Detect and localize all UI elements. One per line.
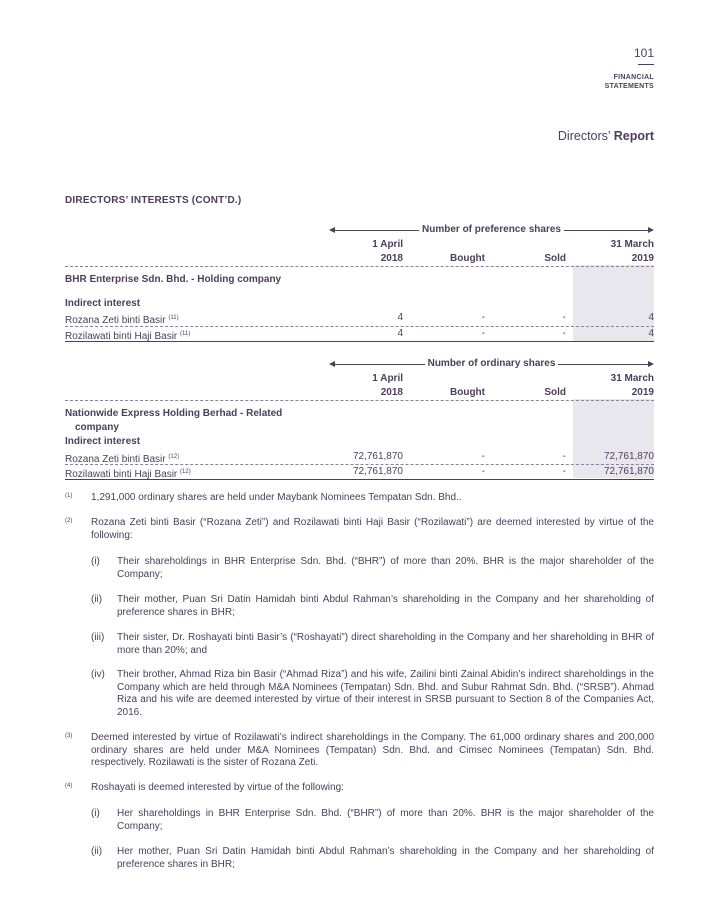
close-value: 4 <box>648 328 654 339</box>
col-close-line2: 2019 <box>631 387 654 398</box>
open-value: 4 <box>397 312 403 323</box>
group-header-label: Number of preference shares <box>419 224 564 235</box>
col-close-line2: 2019 <box>631 253 654 264</box>
close-value: 72,761,870 <box>603 466 654 477</box>
bought-value: - <box>481 328 485 339</box>
bought-value: - <box>481 312 485 323</box>
interest-type: Indirect interest <box>65 298 141 309</box>
col-bought: Bought <box>450 387 485 398</box>
col-sold: Sold <box>544 253 566 264</box>
footnote-ref: (11) <box>180 331 191 337</box>
col-close-line1: 31 March <box>610 239 654 250</box>
bought-value: - <box>481 451 485 462</box>
footnote-text: 1,291,000 ordinary shares are held under Maybank Nominees Tempatan Sdn. Bhd.. <box>91 492 462 503</box>
footnote-ref: (12) <box>168 454 180 460</box>
section-heading: DIRECTORS’ INTERESTS (CONT’D.) <box>65 195 242 206</box>
col-open-line2: 2018 <box>380 253 403 264</box>
header-divider <box>65 400 654 401</box>
footnote-mark: (1) <box>65 493 73 499</box>
sold-value: - <box>562 451 566 462</box>
page-number: 101 <box>633 46 654 60</box>
report-title-light: Directors’ <box>557 129 611 143</box>
footnote-text: Roshayati is deemed interested by virtue of the following: <box>91 782 344 793</box>
ordinary-shares-group-header <box>329 358 654 370</box>
col-open-line2: 2018 <box>380 387 403 398</box>
row-divider <box>65 464 654 465</box>
ordinary-shares-table <box>65 356 654 482</box>
close-value: 4 <box>648 312 654 323</box>
section-label <box>605 73 654 91</box>
footnote-mark: (3) <box>65 733 73 739</box>
bought-value: - <box>481 466 485 477</box>
interest-type: Indirect interest <box>65 436 141 447</box>
footnote-mark: (2) <box>65 518 73 524</box>
list-item-numeral: (i) <box>91 556 100 567</box>
row-divider <box>65 326 654 327</box>
sold-value: - <box>562 328 566 339</box>
page-number-rule <box>638 64 654 65</box>
footnote-ref: (12) <box>180 469 191 475</box>
director-name: Rozilawati binti Haji Basir <box>65 469 178 480</box>
company-name: BHR Enterprise Sdn. Bhd. - Holding company <box>65 274 282 285</box>
list-item-numeral: (ii) <box>91 846 103 857</box>
director-name: Rozana Zeti binti Basir <box>65 315 166 326</box>
open-value: 4 <box>397 328 403 339</box>
footnote-text: Rozana Zeti binti Basir (“Rozana Zeti”) and Rozilawati binti Haji Basir (“Rozilawati”) are deemed interested by virtue of the following: <box>91 517 654 541</box>
report-title <box>558 129 654 143</box>
list-item-numeral: (ii) <box>91 594 103 605</box>
table-bottom-rule <box>65 341 654 342</box>
list-item-text: Their sister, Dr. Roshayati binti Basir’s (“Roshayati”) direct shareholding in the Company and her shareholding in BHR of more than 20%; and <box>117 632 654 656</box>
open-value: 72,761,870 <box>352 466 403 477</box>
footnote-mark: (4) <box>65 783 73 789</box>
section-label-line1: FINANCIAL <box>613 74 654 81</box>
col-open-line1: 1 April <box>372 373 403 384</box>
sold-value: - <box>562 466 566 477</box>
list-item-text: Their brother, Ahmad Riza bin Basir (“Ahmad Riza”) and his wife, Zailini binti Zainal Abidin’s indirect shareholdings in the Company which are held through M&A Nominees (Tempatan) Sdn. Bhd. and Subur Rahmat Sdn. Bhd. (“SRSB”). Ahmad Riza and his wife are deemed interested by virtue of their interest in SRSB pursuant to Section 8 of the Companies Act, 2016. <box>117 669 654 718</box>
open-value: 72,761,870 <box>352 451 403 462</box>
preference-shares-group-header <box>329 224 654 236</box>
list-item-numeral: (i) <box>91 808 100 819</box>
list-item-numeral: (iv) <box>91 669 105 680</box>
list-item-text: Her mother, Puan Sri Datin Hamidah binti Abdul Rahman’s shareholding in the Company and her shareholding of preference shares in BHR; <box>117 846 654 870</box>
col-close-line1: 31 March <box>610 373 654 384</box>
director-name: Rozana Zeti binti Basir <box>65 454 166 465</box>
col-open-line1: 1 April <box>372 239 403 250</box>
table-bottom-rule <box>65 479 654 480</box>
list-item-numeral: (iii) <box>91 632 105 643</box>
footnote-text: Deemed interested by virtue of Rozilawati’s indirect shareholdings in the Company. The 61,000 ordinary shares and 200,000 ordinary shares are held under M&A Nominees (Tempatan) Sdn. Bhd. and Cimsec Nominees (Tempatan) Sdn. Bhd. respectively. Rozilawati is the sister of Rozana Zeti. <box>91 732 654 768</box>
list-item-text: Their shareholdings in BHR Enterprise Sdn. Bhd. (“BHR”) of more than 20%. BHR is the major shareholder of the Company; <box>117 556 654 580</box>
company-name-line2: company <box>75 422 119 433</box>
table-row-name <box>65 312 179 327</box>
list-item-text: Their mother, Puan Sri Datin Hamidah binti Abdul Rahman’s shareholding in the Company and her shareholding of preference shares in BHR; <box>117 594 654 618</box>
list-item-text: Her shareholdings in BHR Enterprise Sdn. Bhd. (“BHR”) of more than 20%. BHR is the major shareholder of the Company; <box>117 808 654 832</box>
preference-shares-table <box>65 222 654 344</box>
company-name-line1: Nationwide Express Holding Berhad - Related <box>65 408 283 419</box>
col-sold: Sold <box>544 387 566 398</box>
section-label-line2: STATEMENTS <box>604 83 654 90</box>
report-title-bold: Report <box>613 129 654 143</box>
header-divider <box>65 266 654 267</box>
footnotes <box>65 492 654 892</box>
footnote-ref: (11) <box>168 315 179 321</box>
close-value: 72,761,870 <box>603 451 654 462</box>
sold-value: - <box>562 312 566 323</box>
director-name: Rozilawati binti Haji Basir <box>65 331 178 342</box>
group-header-label: Number of ordinary shares <box>425 358 559 369</box>
col-bought: Bought <box>450 253 485 264</box>
